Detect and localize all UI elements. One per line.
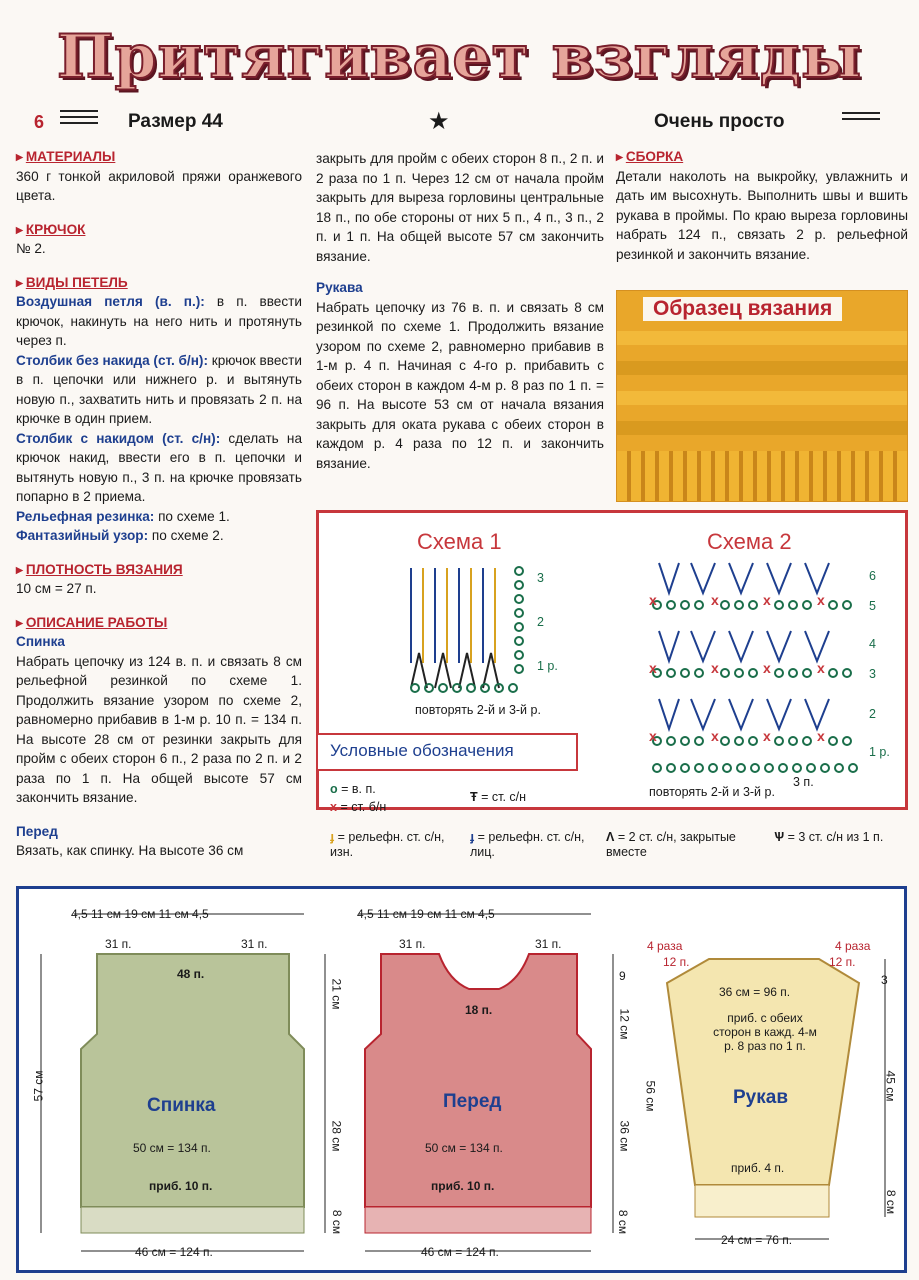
front-h-arm: 12 см: [617, 1008, 632, 1040]
back-name: Спинка: [147, 1095, 216, 1116]
back-h-arm: 21 см: [329, 978, 344, 1010]
sleeve-text: Набрать цепочку из 76 в. п. и связать 8 см резинкой по схеме 1. Продолжить вязание узором по схеме 2, равномерно прибавив в 1-м р. 4 п. Начиная с 4-го р. прибавить с обеих сторон в каждом 4-м р. 8 раз по 1 п. = 96 п. На высоте 53 см от начала вязания закрыть для оката рукава с обеих сторон в каждом р. 4 раза по 12 п. и закончить вязание.: [316, 299, 604, 471]
front-inc: приб. 10 п.: [431, 1179, 495, 1193]
stitch-chain: Воздушная петля (в. п.): в п. ввести крючок, накинуть на него нить и протянуть через п.: [16, 294, 302, 348]
s2-row-5: 5: [869, 599, 876, 613]
s1-row-2: 2: [537, 615, 544, 629]
legend-dc: Ŧ = ст. с/н: [470, 790, 527, 804]
front-bottom: 46 см = 124 п.: [421, 1245, 499, 1259]
sleeve-top: 36 см = 96 п.: [719, 985, 791, 999]
stitches-heading: ▸ ВИДЫ ПЕТЕЛЬ: [16, 273, 302, 293]
svg-text:x: x: [763, 660, 771, 676]
svg-text:x: x: [649, 592, 657, 608]
front-h-rib: 8 см: [616, 1209, 631, 1235]
back-text: Набрать цепочку из 124 в. п. и связать 8 см рельефной резинкой по схеме 1. Продолжить вязание узором по схеме 2, равномерно прибавив в 1-м р. 10 п. = 134 п. На высоте 28 см от резинки закрыть для пройм с обеих сторон 6 п., 2 раза по 2 п. и 2 раза по 1 п. На общей высоте 57 см закончить вязание.: [16, 653, 302, 805]
materials-text: 360 г тонкой акриловой пряжи оранжевого цвета.: [16, 168, 302, 203]
gauge-text: 10 см = 27 п.: [16, 581, 97, 596]
pattern-diagrams: [16, 886, 907, 1273]
sleeve-h-cap: 3: [881, 973, 888, 987]
front-left-sts: 31 п.: [399, 937, 426, 951]
s2-row-1: 1 р.: [869, 745, 890, 759]
sleeve-h-rib: 8 см: [884, 1189, 899, 1215]
legend-3in1: Ѱ = 3 ст. с/н из 1 п.: [774, 830, 884, 844]
sleeve-bottom: 24 см = 76 п.: [721, 1233, 793, 1247]
legend-ch: o = в. п.: [330, 782, 376, 796]
hook-heading: ▸ КРЮЧОК: [16, 220, 302, 240]
back-h-body: 28 см: [329, 1120, 344, 1152]
front-top-dims: 4,5 11 см 19 см 11 см 4,5: [357, 907, 495, 921]
sample-label: Образец вязания: [643, 297, 842, 321]
sleeve-times-right: 4 раза: [835, 939, 871, 953]
scheme1-title: Схема 1: [417, 529, 502, 554]
s2-row-3: 3: [869, 667, 876, 681]
legend-sc: x = ст. б/н: [330, 800, 387, 814]
svg-text:x: x: [649, 728, 657, 744]
svg-text:x: x: [817, 592, 825, 608]
back-inc: приб. 10 п.: [149, 1179, 213, 1193]
legend-title: Условные обозначения: [316, 733, 578, 771]
back-left-sts: 31 п.: [105, 937, 132, 951]
svg-text:x: x: [711, 728, 719, 744]
front-heading: Перед: [16, 823, 58, 839]
knitting-sample-photo: [616, 290, 908, 502]
sleeve-sts-right: 12 п.: [829, 955, 856, 969]
back-h-total: 57 см: [31, 1070, 46, 1102]
sleeve-name: Рукав: [733, 1087, 788, 1108]
pattern-shapes: [19, 889, 904, 1270]
svg-text:x: x: [649, 660, 657, 676]
stitch-rib: Рельефная резинка: по схеме 1.: [16, 508, 230, 524]
assembly-text: Детали наколоть на выкройку, увлажнить и дать им высохнуть. Выполнить швы и вшить рукава в проймы. По краю выреза горловины набрать 124 п., связать 2 р. рельефной резинкой и закончить вязание.: [616, 168, 908, 262]
page-title: Притягивает взгляды: [56, 22, 863, 92]
hook-text: № 2.: [16, 241, 46, 256]
sleeve-heading: Рукава: [316, 280, 363, 295]
stitch-fancy: Фантазийный узор: по схеме 2.: [16, 528, 224, 543]
legend-rel2: ɟ = рельефн. ст. с/н, лиц.: [470, 830, 585, 859]
back-center: 48 п.: [177, 967, 205, 981]
size-lines-icon: [60, 110, 98, 128]
back-bottom: 46 см = 124 п.: [135, 1245, 213, 1259]
right-column: [616, 133, 908, 264]
sleeve-note: приб. с обеих сторон в кажд. 4-м р. 8 раз по 1 п.: [713, 1011, 817, 1053]
difficulty-lines-icon: [842, 112, 880, 124]
front-right-sts: 31 п.: [535, 937, 562, 951]
scheme2-title: Схема 2: [707, 529, 792, 554]
size-label: Размер 44: [128, 111, 223, 132]
back-width: 50 см = 134 п.: [133, 1141, 211, 1155]
legend-2tog: Λ = 2 ст. с/н, закрытые вместе: [606, 830, 736, 859]
sleeve-inc: приб. 4 п.: [731, 1161, 785, 1175]
work-heading: ▸ ОПИСАНИЕ РАБОТЫ: [16, 613, 302, 633]
sleeve-sts-left: 12 п.: [663, 955, 690, 969]
svg-text:x: x: [763, 728, 771, 744]
front-h-neck: 9: [619, 969, 626, 983]
s1-repeat: повторять 2-й и 3-й р.: [415, 703, 541, 717]
back-h-rib: 8 см: [330, 1209, 345, 1235]
middle-column: [316, 149, 604, 473]
back-right-sts: 31 п.: [241, 937, 268, 951]
svg-text:x: x: [763, 592, 771, 608]
svg-text:x: x: [711, 592, 719, 608]
star-icon: ★: [428, 108, 450, 135]
legend-rel1: ɟ = рельефн. ст. с/н, изн.: [330, 830, 445, 859]
back-heading: Спинка: [16, 634, 65, 649]
svg-text:x: x: [711, 660, 719, 676]
front-h-body: 36 см: [617, 1120, 632, 1152]
front-continued: закрыть для пройм с обеих сторон 8 п., 2 п. и 2 раза по 1 п. Через 12 см от начала пройм закрыть для выреза горловины центральные 18 п., по обе стороны от них 5 п., 4 п., 3 п., 2 п. и 1 п. На общей высоте 57 см закончить вязание.: [316, 151, 604, 264]
page-number: 6: [34, 112, 45, 132]
front-h-total: 56 см: [643, 1080, 658, 1112]
svg-text:x: x: [817, 660, 825, 676]
gauge-heading: ▸ ПЛОТНОСТЬ ВЯЗАНИЯ: [16, 560, 302, 580]
s1-row-1: 1 р.: [537, 659, 558, 673]
materials-heading: ▸ МАТЕРИАЛЫ: [16, 147, 302, 167]
left-column: [16, 133, 302, 861]
difficulty-label: Очень просто: [654, 111, 785, 132]
back-top-dims: 4,5 11 см 19 см 11 см 4,5: [71, 907, 209, 921]
s2-row-6: 6: [869, 569, 876, 583]
s2-row-2: 2: [869, 707, 876, 721]
assembly-heading: ▸ СБОРКА: [616, 147, 908, 167]
front-center: 18 п.: [465, 1003, 493, 1017]
stitch-sc: Столбик без накида (ст. б/н): крючок ввести в п. цепочки или нижнего р. и вытянуть новую п., захватить нить и провязать 2 п. на крючке в один прием.: [16, 352, 302, 426]
front-width: 50 см = 134 п.: [425, 1141, 503, 1155]
s2-repeat: повторять 2-й и 3-й р.: [649, 785, 775, 799]
stitch-dc: Столбик с накидом (ст. с/н): сделать на крючок накид, ввести его в п. цепочки и вытянуть новую п., 3 п. на крючке провязать попарно в 2 приема.: [16, 430, 303, 504]
front-text: Вязать, как спинку. На высоте 36 см: [16, 843, 244, 858]
sleeve-times-left: 4 раза: [647, 939, 683, 953]
s2-row-4: 4: [869, 637, 876, 651]
s2-bracket: 3 п.: [793, 775, 814, 789]
svg-text:x: x: [817, 728, 825, 744]
s1-row-3: 3: [537, 571, 544, 585]
sleeve-h-total: 45 см: [883, 1070, 898, 1102]
front-name: Перед: [443, 1091, 502, 1112]
